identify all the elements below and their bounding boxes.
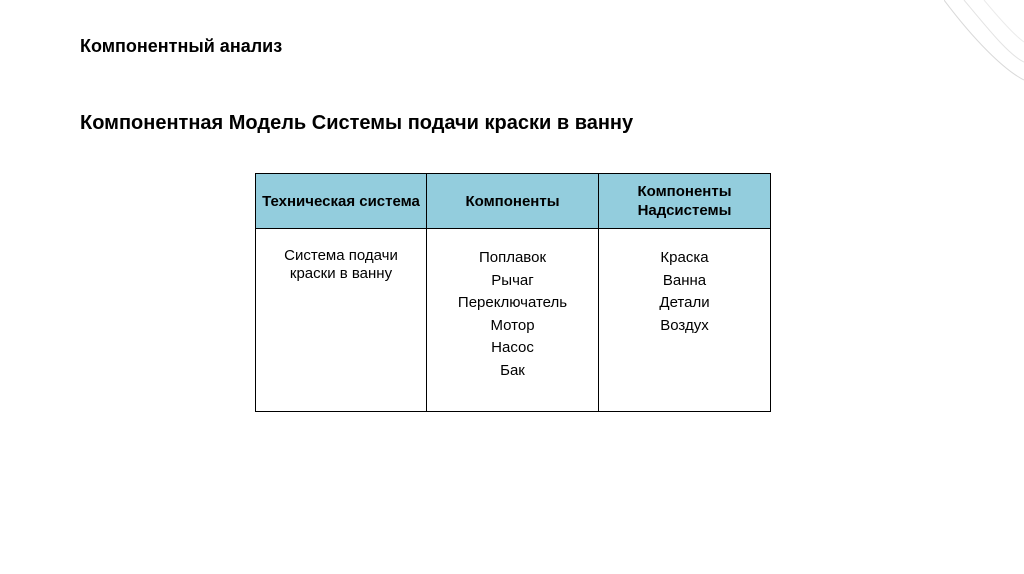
- slide-subtitle: Компонентная Модель Системы подачи краски в ванну: [80, 112, 634, 134]
- cell-system: [256, 229, 427, 412]
- header-supersystem-components: Компоненты Надсистемы: [599, 174, 771, 229]
- list-item: Воздух: [660, 316, 709, 334]
- component-model-table: [255, 173, 771, 412]
- list-item: Переключатель: [457, 294, 568, 311]
- list-item: Краска: [660, 249, 709, 266]
- header-technical-system: Техническая система: [256, 174, 427, 229]
- header-components: Компоненты: [427, 174, 599, 229]
- table-row: [256, 229, 771, 412]
- corner-decoration: [944, 0, 1024, 574]
- page-title: Компонентный анализ: [80, 36, 283, 56]
- list-item: Насос: [491, 339, 534, 356]
- list-item: Рычаг: [491, 271, 534, 289]
- list-item: Ванна: [662, 271, 707, 289]
- system-name: Система подачи краски в ванну: [284, 247, 398, 282]
- list-item: Детали: [659, 294, 710, 311]
- cell-components: [427, 229, 599, 412]
- list-item: Бак: [500, 361, 525, 379]
- list-item: Мотор: [490, 316, 535, 334]
- list-item: Поплавок: [478, 249, 547, 266]
- cell-supersystem-components: [599, 229, 771, 412]
- table-header-row: [256, 174, 771, 229]
